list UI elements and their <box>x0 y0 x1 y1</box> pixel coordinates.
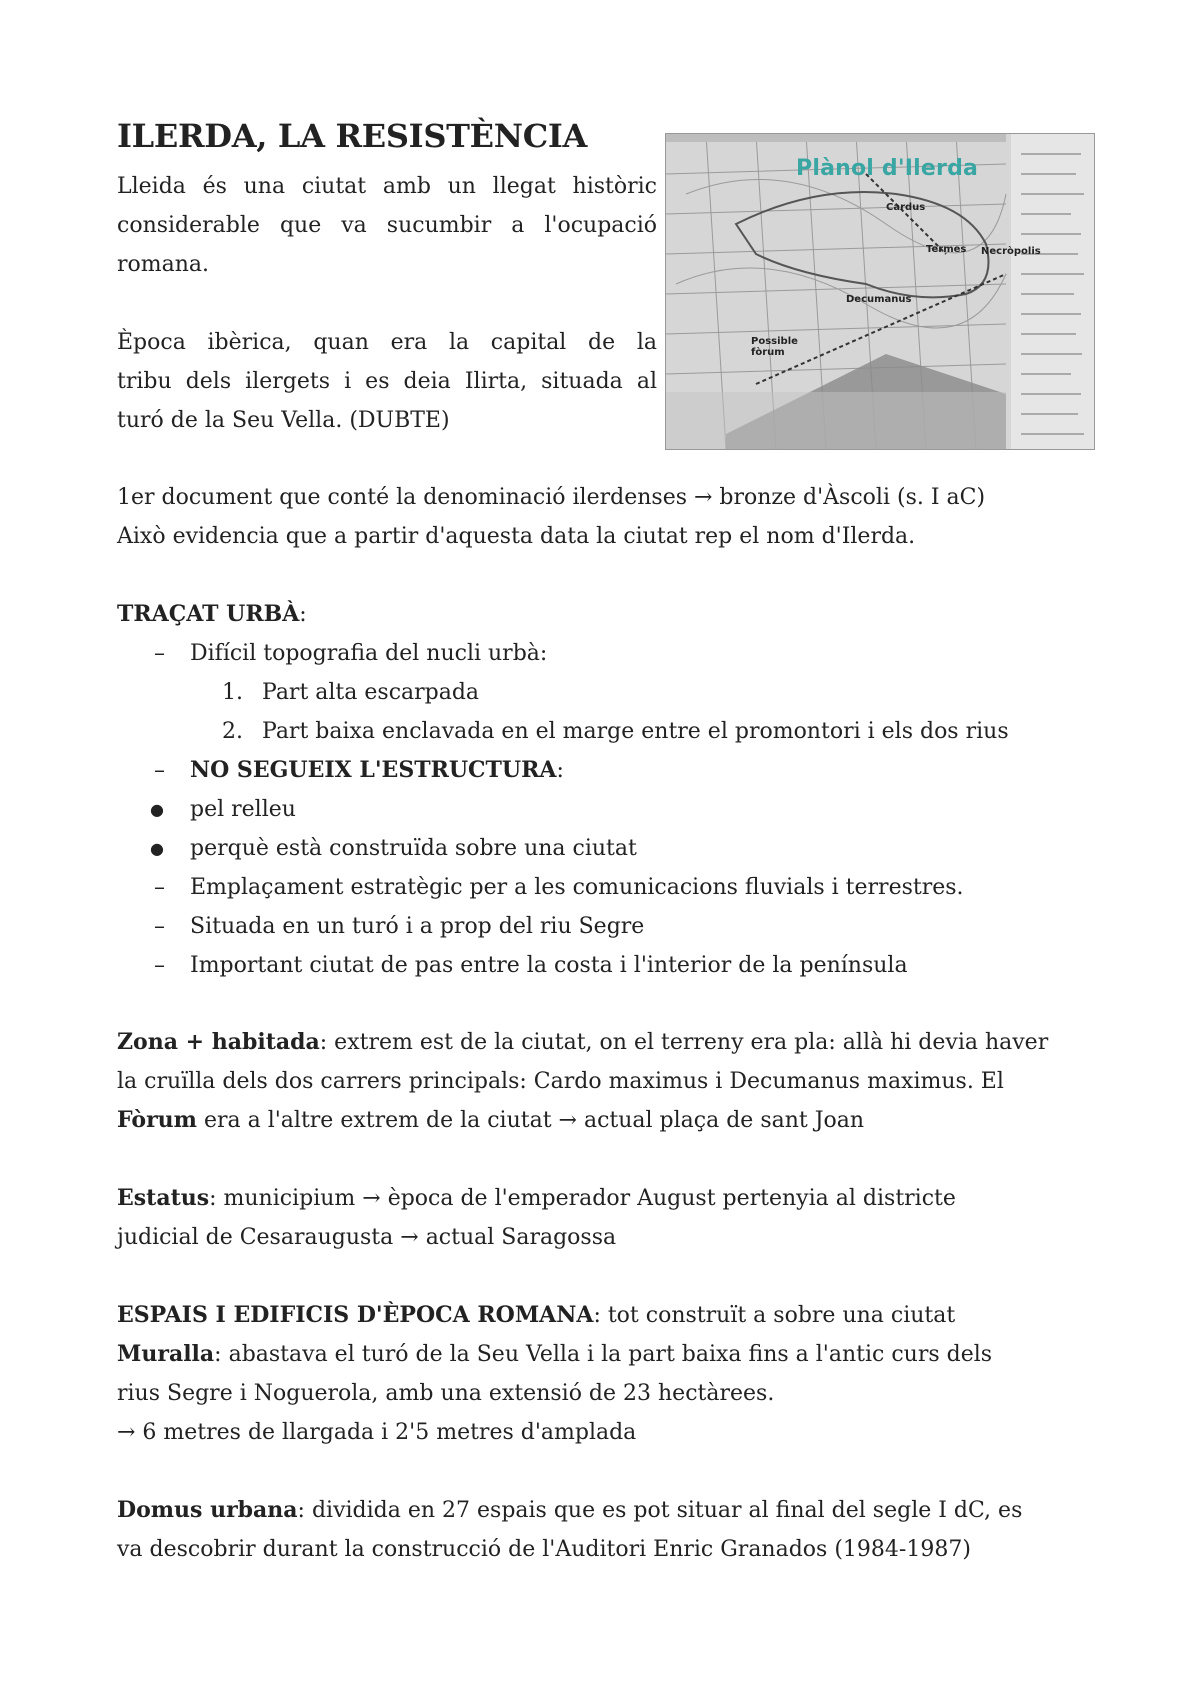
document-section <box>117 478 1093 556</box>
zona-bold: Zona + habitada <box>117 1029 320 1055</box>
doc-line: 1er document que conté la denominació ilerdenses → bronze d'Àscoli (s. I aC) <box>117 485 986 510</box>
muralla-text: : abastava el turó de la Seu Vella i la part baixa fins a l'antic curs dels <box>214 1342 993 1367</box>
estatus-line <box>117 1179 1093 1218</box>
bullet-marker: ● <box>150 839 164 858</box>
bullet-item <box>117 790 1093 829</box>
espais-section <box>117 1296 1093 1452</box>
list-item-text: Emplaçament estratègic per a les comunicacions fluvials i terrestres. <box>190 875 964 900</box>
ilerda-map-image <box>665 133 1095 450</box>
page-title: ILERDA, LA RESISTÈNCIA <box>117 117 588 155</box>
muralla-bold: Muralla <box>117 1341 215 1367</box>
intro-line: romana. <box>117 252 210 277</box>
domus-section <box>117 1491 1093 1569</box>
number-marker: 1. <box>222 680 243 705</box>
list-item <box>117 907 1093 946</box>
numbered-item-text: Part alta escarpada <box>262 680 480 705</box>
domus-line: va descobrir durant la construcció de l'Auditori Enric Granados (1984-1987) <box>117 1537 971 1562</box>
estatus-section <box>117 1179 1093 1257</box>
bullet-item-text: pel relleu <box>190 797 296 822</box>
intro-line: Lleida és una ciutat amb un llegat històric <box>117 174 657 199</box>
zona-line <box>117 1023 1093 1062</box>
list-item <box>117 751 1093 790</box>
list-item-text: : <box>556 758 564 783</box>
bullet-item-text: perquè està construïda sobre una ciutat <box>190 836 637 861</box>
zona-line: la cruïlla dels dos carrers principals: Cardo maximus i Decumanus maximus. El <box>117 1069 1004 1094</box>
muralla-line: → 6 metres de llargada i 2'5 metres d'amplada <box>117 1420 637 1445</box>
list-item-text: Important ciutat de pas entre la costa i l'interior de la península <box>190 953 908 978</box>
estatus-text: : municipium → època de l'emperador August pertenyia al districte <box>209 1186 956 1211</box>
bullet-marker: ● <box>150 800 164 819</box>
domus-bold: Domus urbana <box>117 1497 298 1523</box>
blank-line <box>117 284 657 323</box>
doc-line: Això evidencia que a partir d'aquesta data la ciutat rep el nom d'Ilerda. <box>117 524 916 549</box>
muralla-line <box>117 1335 1093 1374</box>
numbered-item-text: Part baixa enclavada en el marge entre el promontori i els dos rius <box>262 719 1009 744</box>
dash-marker: – <box>154 914 165 939</box>
dash-marker: – <box>154 641 165 666</box>
intro-section <box>117 167 657 440</box>
espais-bold: ESPAIS I EDIFICIS D'ÈPOCA ROMANA <box>117 1302 594 1328</box>
map-label-decumanus: Decumanus <box>846 294 912 305</box>
tracat-heading <box>117 595 1093 634</box>
dash-marker: – <box>154 758 165 783</box>
map-label-necropolis: Necròpolis <box>981 246 1041 257</box>
zona-section <box>117 1023 1093 1140</box>
map-drawing <box>666 134 1094 449</box>
dash-marker: – <box>154 875 165 900</box>
numbered-item <box>117 673 1093 712</box>
numbered-item <box>117 712 1093 751</box>
espais-text: : tot construït a sobre una ciutat <box>593 1303 956 1328</box>
list-item-text: Situada en un turó i a prop del riu Segre <box>190 914 645 939</box>
domus-text: : dividida en 27 espais que es pot situar al final del segle I dC, es <box>297 1498 1023 1523</box>
estatus-bold: Estatus <box>117 1185 210 1211</box>
bullet-item <box>117 829 1093 868</box>
list-item <box>117 946 1093 985</box>
intro-line: Època ibèrica, quan era la capital de la <box>117 330 657 355</box>
dash-marker: – <box>154 953 165 978</box>
tracat-heading-text: TRAÇAT URBÀ <box>117 601 300 627</box>
domus-line <box>117 1491 1093 1530</box>
number-marker: 2. <box>222 719 243 744</box>
map-label-termes: Termes <box>926 244 967 255</box>
intro-line: tribu dels ilergets i es deia Ilirta, situada al <box>117 369 657 394</box>
estatus-line: judicial de Cesaraugusta → actual Saragossa <box>117 1225 617 1250</box>
intro-line: considerable que va sucumbir a l'ocupació <box>117 213 657 238</box>
map-label-forum: Possible fòrum <box>751 336 798 358</box>
list-item-text: Difícil topografia del nucli urbà: <box>190 641 548 666</box>
tracat-heading-colon: : <box>299 602 307 627</box>
muralla-line: rius Segre i Noguerola, amb una extensió de 23 hectàrees. <box>117 1381 775 1406</box>
zona-line <box>117 1101 1093 1140</box>
zona-text: era a l'altre extrem de la ciutat → actual plaça de sant Joan <box>196 1108 865 1133</box>
map-label-cardus: Cardus <box>886 202 926 213</box>
zona-text: : extrem est de la ciutat, on el terreny era pla: allà hi devia haver <box>319 1030 1049 1055</box>
list-item <box>117 868 1093 907</box>
forum-bold: Fòrum <box>117 1107 197 1133</box>
list-item <box>117 634 1093 673</box>
tracat-section <box>117 595 1093 985</box>
intro-line: turó de la Seu Vella. (DUBTE) <box>117 408 450 433</box>
map-title: Plànol d'Ilerda <box>796 156 979 181</box>
list-item-bold: NO SEGUEIX L'ESTRUCTURA <box>190 757 557 783</box>
espais-heading <box>117 1296 1093 1335</box>
